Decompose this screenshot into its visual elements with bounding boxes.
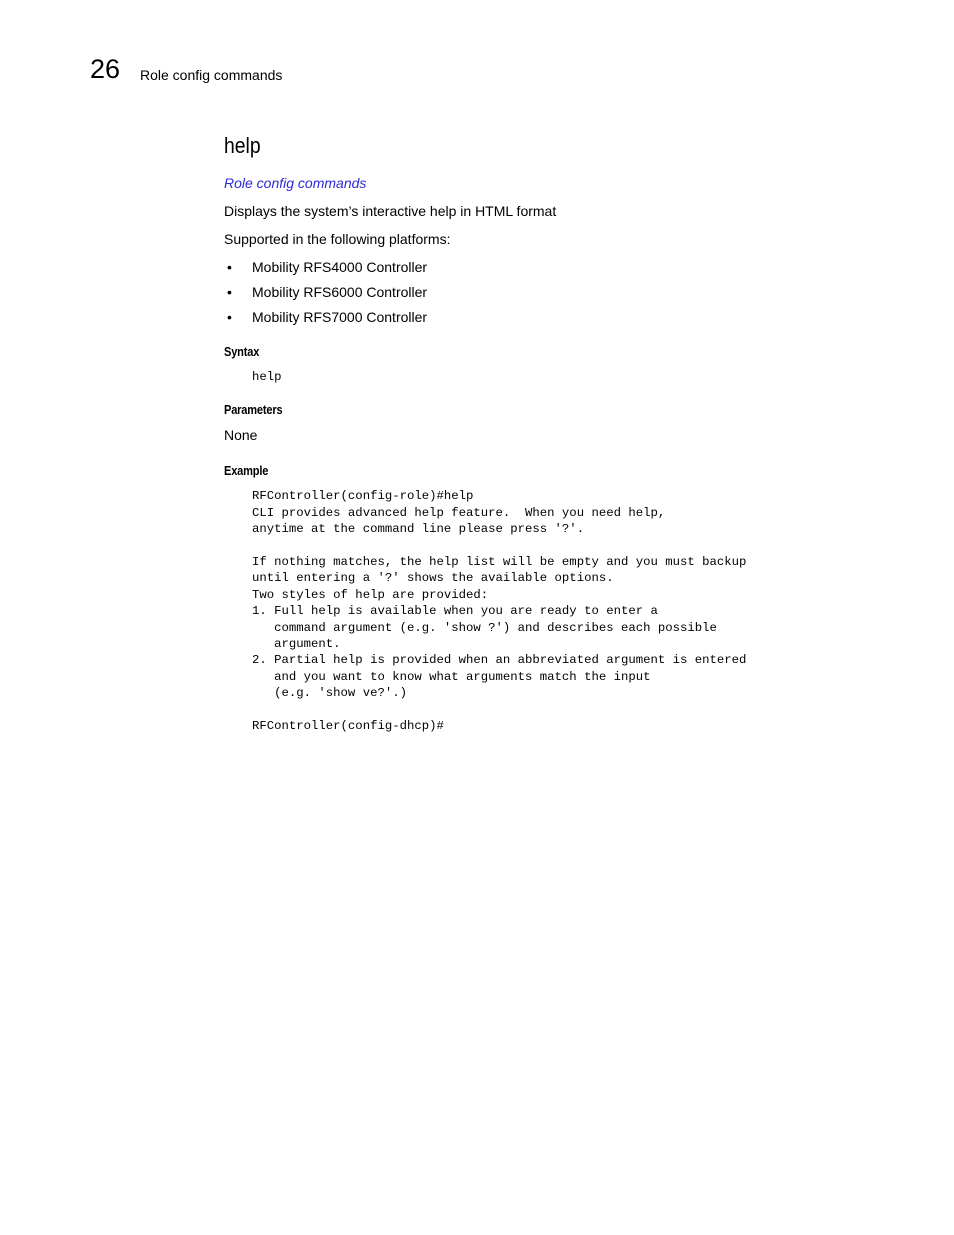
- bullet-icon: •: [227, 309, 232, 325]
- platform-label: Mobility RFS4000 Controller: [252, 259, 428, 275]
- list-item: [224, 283, 824, 301]
- parameters-text: None: [224, 427, 258, 444]
- description: Displays the system’s interactive help in HTML format: [224, 203, 557, 219]
- chapter-title: Role config commands: [140, 67, 283, 83]
- platform-label: Mobility RFS7000 Controller: [252, 309, 428, 325]
- page-title: help: [224, 133, 261, 158]
- syntax-code: help: [252, 370, 282, 384]
- chapter-number: 26: [90, 54, 121, 84]
- list-item: [224, 308, 824, 326]
- main-content: [224, 130, 824, 735]
- example-code: RFController(config-role)#help CLI provides advanced help feature. When you need help, anytime at the command line please press '?'. If nothing matches, the help list will be empty and you must backup until entering a '?' shows the available options. Two styles of help are provided: 1. Full help is available when you are ready to enter a command argument (e.g. 'show ?') and describes each possible argument. 2. Partial help is provided when an abbreviated argument is entered and you want to know what arguments match the input (e.g. 'show ve?'.) RFController(config-dhcp)#: [252, 489, 747, 734]
- bullet-icon: •: [227, 284, 232, 300]
- platform-list: [224, 258, 824, 326]
- list-item: [224, 258, 824, 276]
- parameters-heading: Parameters: [224, 402, 283, 418]
- supported-intro: Supported in the following platforms:: [224, 231, 451, 247]
- platform-label: Mobility RFS6000 Controller: [252, 284, 428, 300]
- example-heading: Example: [224, 463, 269, 479]
- syntax-heading: Syntax: [224, 344, 260, 359]
- bullet-icon: •: [227, 259, 232, 275]
- role-config-commands-link[interactable]: Role config commands: [224, 175, 367, 191]
